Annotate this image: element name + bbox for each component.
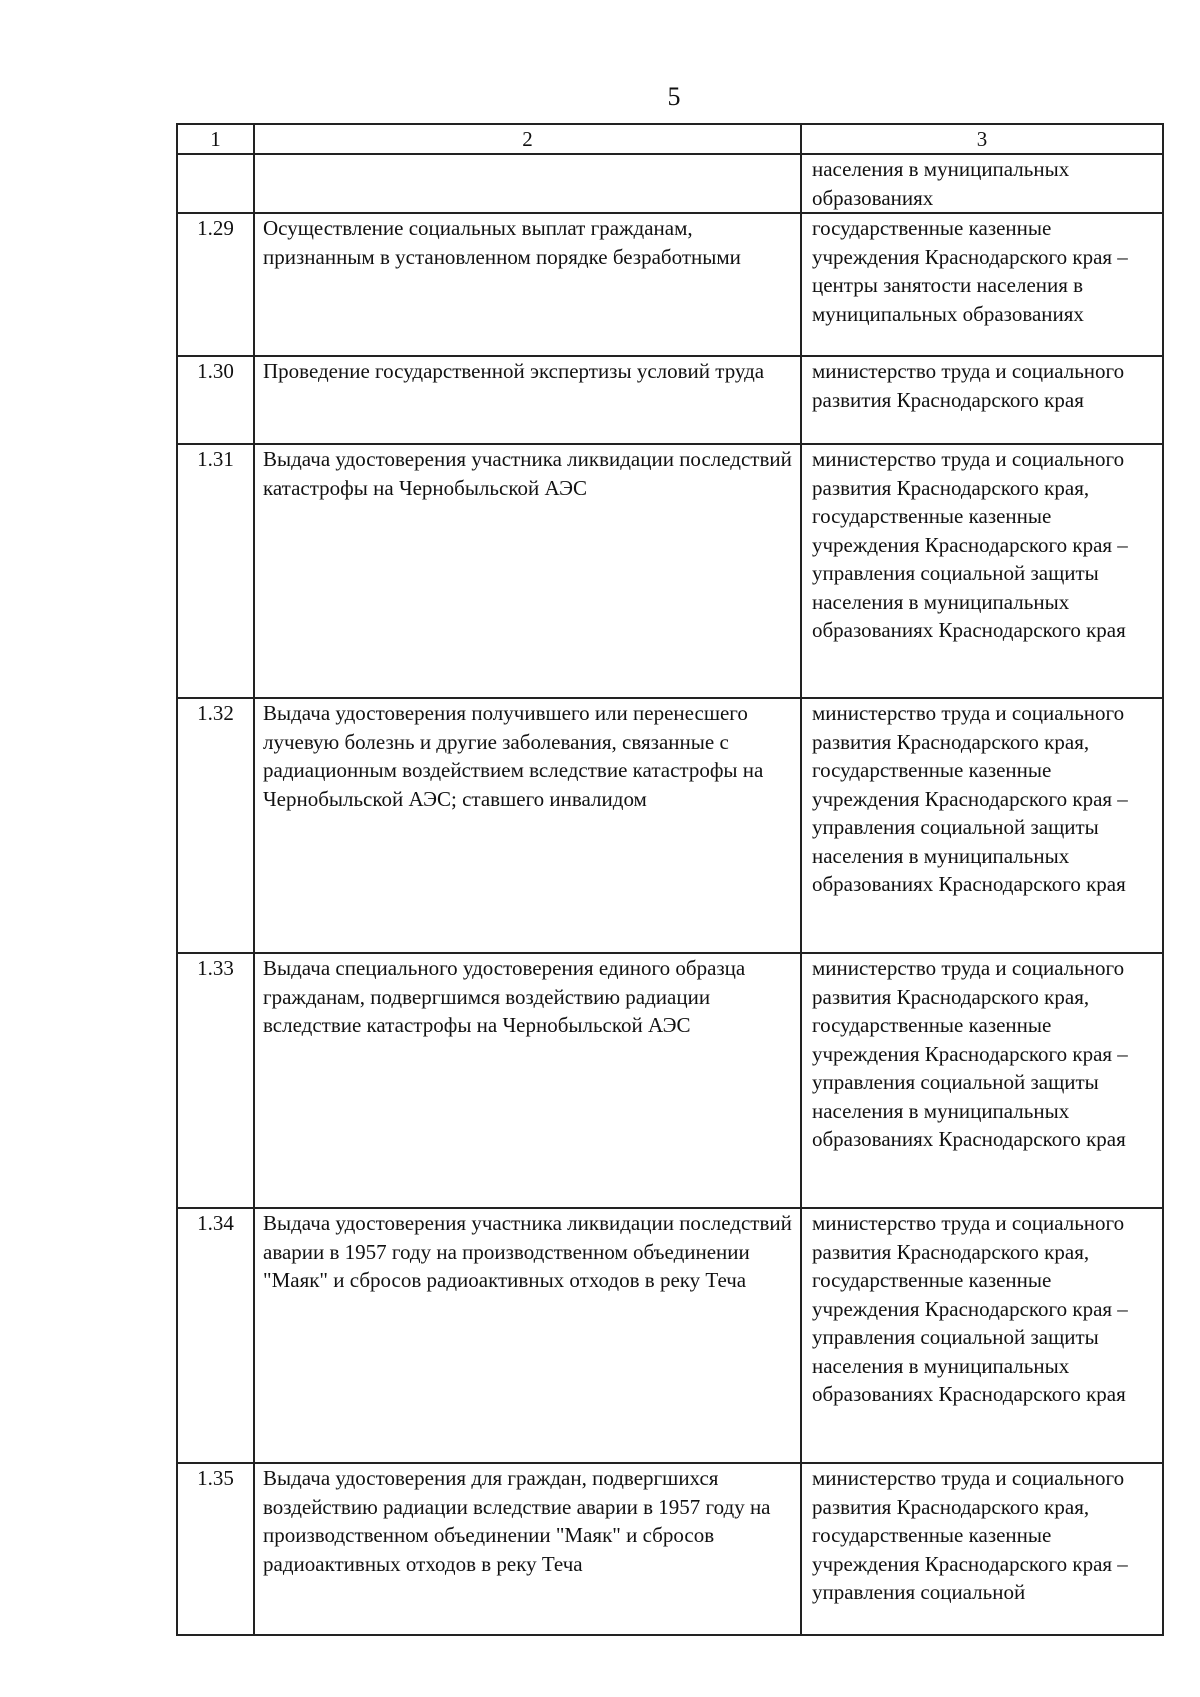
row-number: 1.29 <box>177 213 254 356</box>
service-name: Выдача удостоверения для граждан, подвергшихся воздействию радиации вследствие аварии в 1957 году на производственном объединении "Маяк" и сбросов радиоактивных отходов в реку Теча <box>254 1463 801 1635</box>
service-name: Выдача удостоверения участника ликвидации последствий аварии в 1957 году на производственном объединении "Маяк" и сбросов радиоактивных отходов в реку Теча <box>254 1208 801 1463</box>
service-name: Выдача удостоверения получившего или перенесшего лучевую болезнь и другие заболевания, связанные с радиационным воздействием вследствие катастрофы на Чернобыльской АЭС; ставшего инвалидом <box>254 698 801 953</box>
table-row <box>177 1208 1163 1463</box>
column-header: 3 <box>801 124 1163 154</box>
responsible-agency: государственные казенные учреждения Краснодарского края – центры занятости населения в муниципальных образованиях <box>801 213 1163 356</box>
responsible-agency: министерство труда и социального развития Краснодарского края, государственные казенные учреждения Краснодарского края – управления социальной защиты населения в муниципальных образованиях Краснодарского края <box>801 1208 1163 1463</box>
responsible-agency: министерство труда и социального развития Краснодарского края, государственные казенные учреждения Краснодарского края – управления социальной защиты населения в муниципальных образованиях Краснодарского края <box>801 953 1163 1208</box>
column-header: 2 <box>254 124 801 154</box>
table-row <box>177 444 1163 698</box>
table-row <box>177 953 1163 1208</box>
responsible-agency: министерство труда и социального развития Краснодарского края, государственные казенные учреждения Краснодарского края – управления социальной <box>801 1463 1163 1635</box>
column-header: 1 <box>177 124 254 154</box>
row-number: 1.34 <box>177 1208 254 1463</box>
table-row <box>177 213 1163 356</box>
table-row <box>177 154 1163 213</box>
service-name: Проведение государственной экспертизы условий труда <box>254 356 801 444</box>
page-number: 5 <box>667 82 681 111</box>
table-row <box>177 1463 1163 1635</box>
row-number <box>177 154 254 213</box>
table-row <box>177 698 1163 953</box>
responsible-agency: населения в муниципальных образованиях <box>801 154 1163 213</box>
row-number: 1.33 <box>177 953 254 1208</box>
service-name: Осуществление социальных выплат гражданам, признанным в установленном порядке безработными <box>254 213 801 356</box>
row-number: 1.30 <box>177 356 254 444</box>
responsible-agency: министерство труда и социального развития Краснодарского края <box>801 356 1163 444</box>
responsible-agency: министерство труда и социального развития Краснодарского края, государственные казенные учреждения Краснодарского края – управления социальной защиты населения в муниципальных образованиях Краснодарского края <box>801 698 1163 953</box>
service-name <box>254 154 801 213</box>
row-number: 1.35 <box>177 1463 254 1635</box>
services-table <box>176 123 1164 1636</box>
row-number: 1.32 <box>177 698 254 953</box>
table-header-row <box>177 124 1163 154</box>
responsible-agency: министерство труда и социального развития Краснодарского края, государственные казенные учреждения Краснодарского края – управления социальной защиты населения в муниципальных образованиях Краснодарского края <box>801 444 1163 698</box>
service-name: Выдача специального удостоверения единого образца гражданам, подвергшимся воздействию радиации вследствие катастрофы на Чернобыльской АЭС <box>254 953 801 1208</box>
row-number: 1.31 <box>177 444 254 698</box>
service-name: Выдача удостоверения участника ликвидации последствий катастрофы на Чернобыльской АЭС <box>254 444 801 698</box>
table-row <box>177 356 1163 444</box>
